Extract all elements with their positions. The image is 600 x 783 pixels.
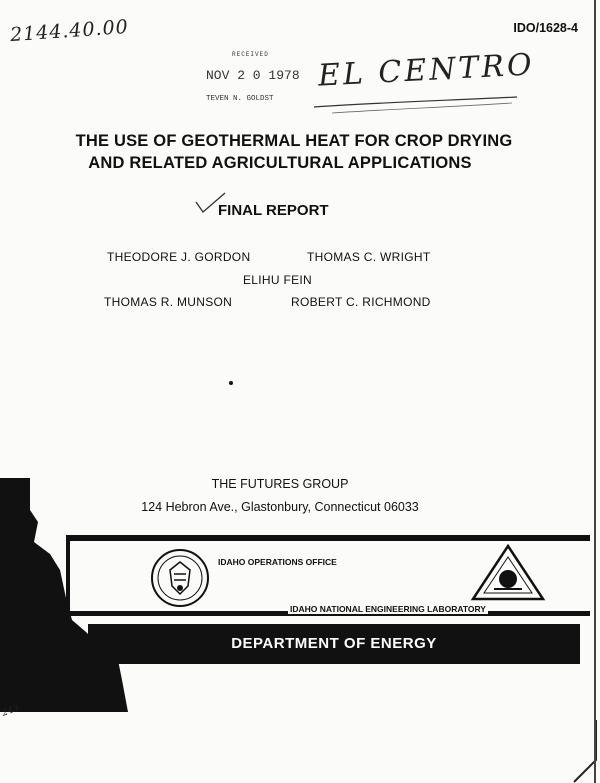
doe-seal-icon [150,548,210,608]
handwritten-file-number: 2144.40.00 [9,15,130,47]
right-edge-line [594,0,596,783]
organization-address: 124 Hebron Ave., Glastonbury, Connecticut 06033 [141,500,419,514]
author-wright: THOMAS C. WRIGHT [307,250,431,264]
author-munson: THOMAS R. MUNSON [104,295,233,309]
handwritten-underline [312,95,522,117]
report-subtitle: FINAL REPORT [218,202,329,219]
laboratory-label: IDAHO NATIONAL ENGINEERING LABORATORY [290,604,486,614]
report-title-line1: THE USE OF GEOTHERMAL HEAT FOR CROP DRYING [75,132,513,150]
department-of-energy-banner: DEPARTMENT OF ENERGY [88,624,580,664]
received-stamp-name: TEVEN N. GOLDST [206,95,274,103]
ink-speck [229,381,233,385]
report-id: IDO/1628-4 [513,21,578,35]
divider-band-left-vertical [66,535,70,615]
author-richmond: ROBERT C. RICHMOND [291,295,431,309]
operations-office-label: IDAHO OPERATIONS OFFICE [218,557,337,567]
divider-band-top [66,535,590,541]
handwritten-location: EL CENTRO [317,47,536,94]
received-stamp-label: RECEIVED [232,51,269,58]
inel-triangle-logo-icon [470,543,546,603]
idaho-state-silhouette [0,470,140,720]
organization-name: THE FUTURES GROUP [211,477,349,491]
margin-handwritten-note: 243 [0,703,21,719]
author-fein: ELIHU FEIN [243,273,313,287]
received-stamp-date: NOV 2 0 1978 [206,68,300,83]
author-gordon: THEODORE J. GORDON [107,250,251,264]
report-title-line2: AND RELATED AGRICULTURAL APPLICATIONS [88,154,472,172]
